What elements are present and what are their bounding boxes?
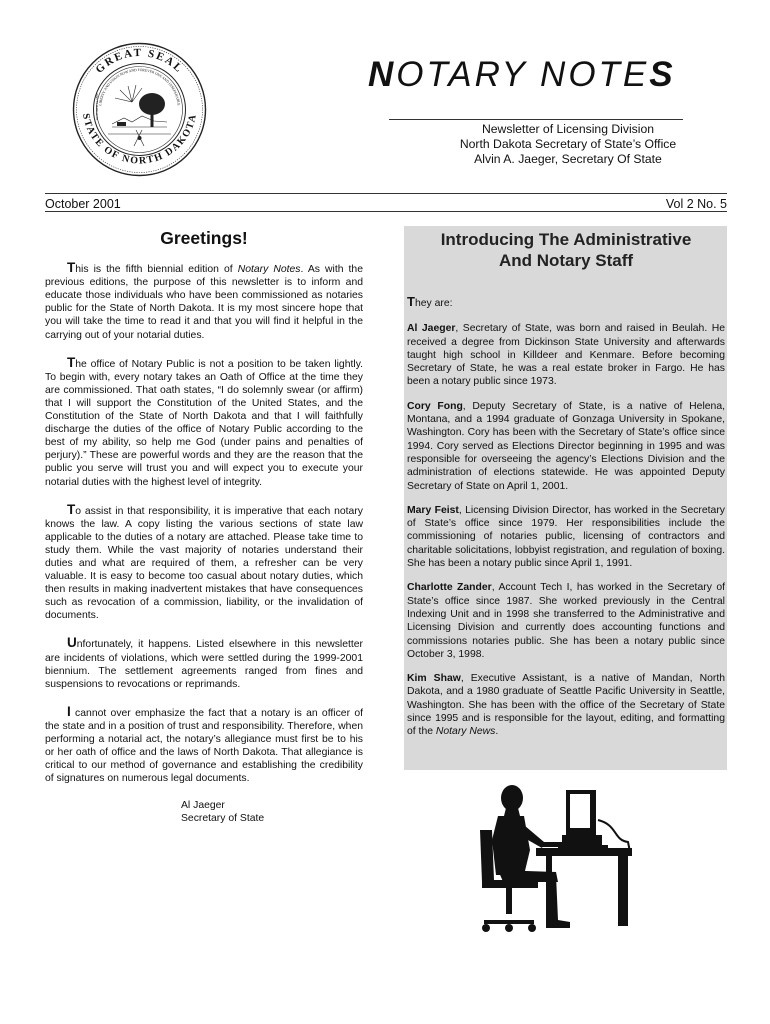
title-divider	[389, 119, 683, 120]
staff-intro: They are:	[407, 294, 453, 309]
greetings-paragraph-2: The office of Notary Public is not a position to be taken lightly. To begin with, every notary takes an Oath of Office at the time they are commissioned. That oath states, “I do solemnly swear (or affirm) that I will support the Constitution of the United States, and the Constitution of the State of North Dakota and that I will faithfully discharge the duties of the office of Notary Public according to the best of my ability, so help me God (under pains and penalties of perjury).” These are powerful words and they are the reason that the public you serve will trust you and will expect you to execute your notarial duties with the highest level of integrity.	[45, 354, 363, 488]
great-seal-logo	[72, 42, 207, 177]
signature-name: Al Jaeger	[181, 800, 225, 812]
subtitle-line-3: Alvin A. Jaeger, Secretary Of State	[474, 152, 662, 166]
staff-member: Charlotte Zander, Account Tech I, has worked in the Secretary of State’s office since 1987. She worked previously in the Central Indexing Unit and in 1998 she transferred to the Administrative and Licensing Division and currently does accounting functions and commissions notaries public. She has been a notary public since October 3, 1998.	[407, 582, 725, 660]
title-first-letter: N	[368, 55, 397, 94]
staff-sidebar	[404, 226, 727, 770]
issue-dateline	[45, 197, 727, 211]
staff-heading: Introducing The Administrative And Notary Staff	[440, 230, 692, 270]
seal-date-text: OCTOBER 1st 1889	[95, 93, 99, 120]
seal-inner-text: LIBERTY AND UNION NOW AND FOREVER ONE AND INSEPARABLE	[98, 67, 181, 106]
seal-bottom-text: STATE OF NORTH DAKOTA	[79, 112, 200, 167]
subtitle-line-1: Newsletter of Licensing Division	[481, 122, 655, 136]
greetings-article	[45, 228, 363, 826]
staff-member: Al Jaeger, Secretary of State, was born and raised in Beulah. He received a degree from Dickinson State University and afterwards taught high school in Killdeer and Kenmare. Before becoming Secretary of State, he was a real estate broker in Fargo. He has been a notary public since 1973.	[407, 323, 725, 388]
subtitle-line-2: North Dakota Secretary of State’s Office	[459, 137, 677, 151]
masthead-subtitle	[420, 122, 716, 167]
staff-member: Mary Feist, Licensing Division Director, has worked in the Secretary of State’s office since 1979. Her responsibilities include the commissioning of notaries public, licensing of contractors and charitable solicitations, lobbyist registration, and regulation of boxing. She has been a notary public since April 1, 1991.	[407, 504, 725, 570]
signature-block	[181, 799, 363, 825]
issue-date: October 2001	[45, 197, 121, 211]
seal-top-text: GREAT SEAL	[93, 46, 186, 76]
title-last-letter: S	[649, 55, 676, 94]
greetings-paragraph-5: I cannot over emphasize the fact that a notary is an officer of the state and in a position of trust and responsibility. Therefore, when performing a notarial act, the notary’s allegiance must first be to his or her oath of office and the laws of North Dakota. That allegiance is critical to our method of governance and establishing the credibility of signatures on numerous legal documents.	[45, 703, 363, 785]
greetings-heading: Greetings!	[160, 228, 248, 248]
signature-title: Secretary of State	[181, 813, 265, 825]
staff-member: Kim Shaw, Executive Assistant, is a native of Mandan, North Dakota, and a 1980 graduate of Seattle Pacific University in Seattle, Washington. She has been with the office of the Secretary of State since 1995 and is responsible for the layout, editing, and formatting of the Notary News.	[407, 673, 725, 738]
title-middle: OTARY NOTE	[396, 55, 650, 94]
greetings-paragraph-4: Unfortunately, it happens. Listed elsewhere in this newsletter are incidents of violations, which were settled during the 1999-2001 biennium. The settlement agreements ranged from fines and suspensions to revocations or reprimands.	[45, 635, 363, 690]
staff-member: Cory Fong, Deputy Secretary of State, is a native of Helena, Montana, and a 1994 graduate of Gonzaga University in Spokane, Washington. Cory has been with the Secretary of State’s office since 1994. Cory served as Elections Director beginning in 1995 and was responsible for overseeing the agency’s Elections Division and the administration of elections statewide. He was appointed Deputy Secretary of State on April 1, 2001.	[407, 400, 725, 492]
newsletter-title	[368, 55, 708, 95]
person-at-computer-clipart	[458, 780, 638, 940]
dateline-top-rule	[45, 193, 727, 194]
greetings-paragraph-3: To assist in that responsibility, it is imperative that each notary knows the law. A copy listing the various sections of state law applicable to the duties of a notary are attached. Please take time to study them. While the vast majority of notaries understand their duties and what are required of them, a refresher can be very valuable. It is easy to become too casual about notary duties, which then results in making inadvertent mistakes that have consequences such as revocation of a commission, liability, or the invalidation of documents.	[45, 501, 363, 622]
issue-volume: Vol 2 No. 5	[665, 197, 727, 211]
greetings-paragraph-1: This is the fifth biennial edition of Notary Notes. As with the previous editions, the purpose of this newsletter is to inform and educate those individuals who have been commissioned as notaries public for the State of North Dakota. It is my most sincere hope that you will take the time to read it and that you will find it helpful in the carrying out of your notarial duties.	[45, 260, 363, 341]
dateline-bottom-rule	[45, 211, 727, 212]
